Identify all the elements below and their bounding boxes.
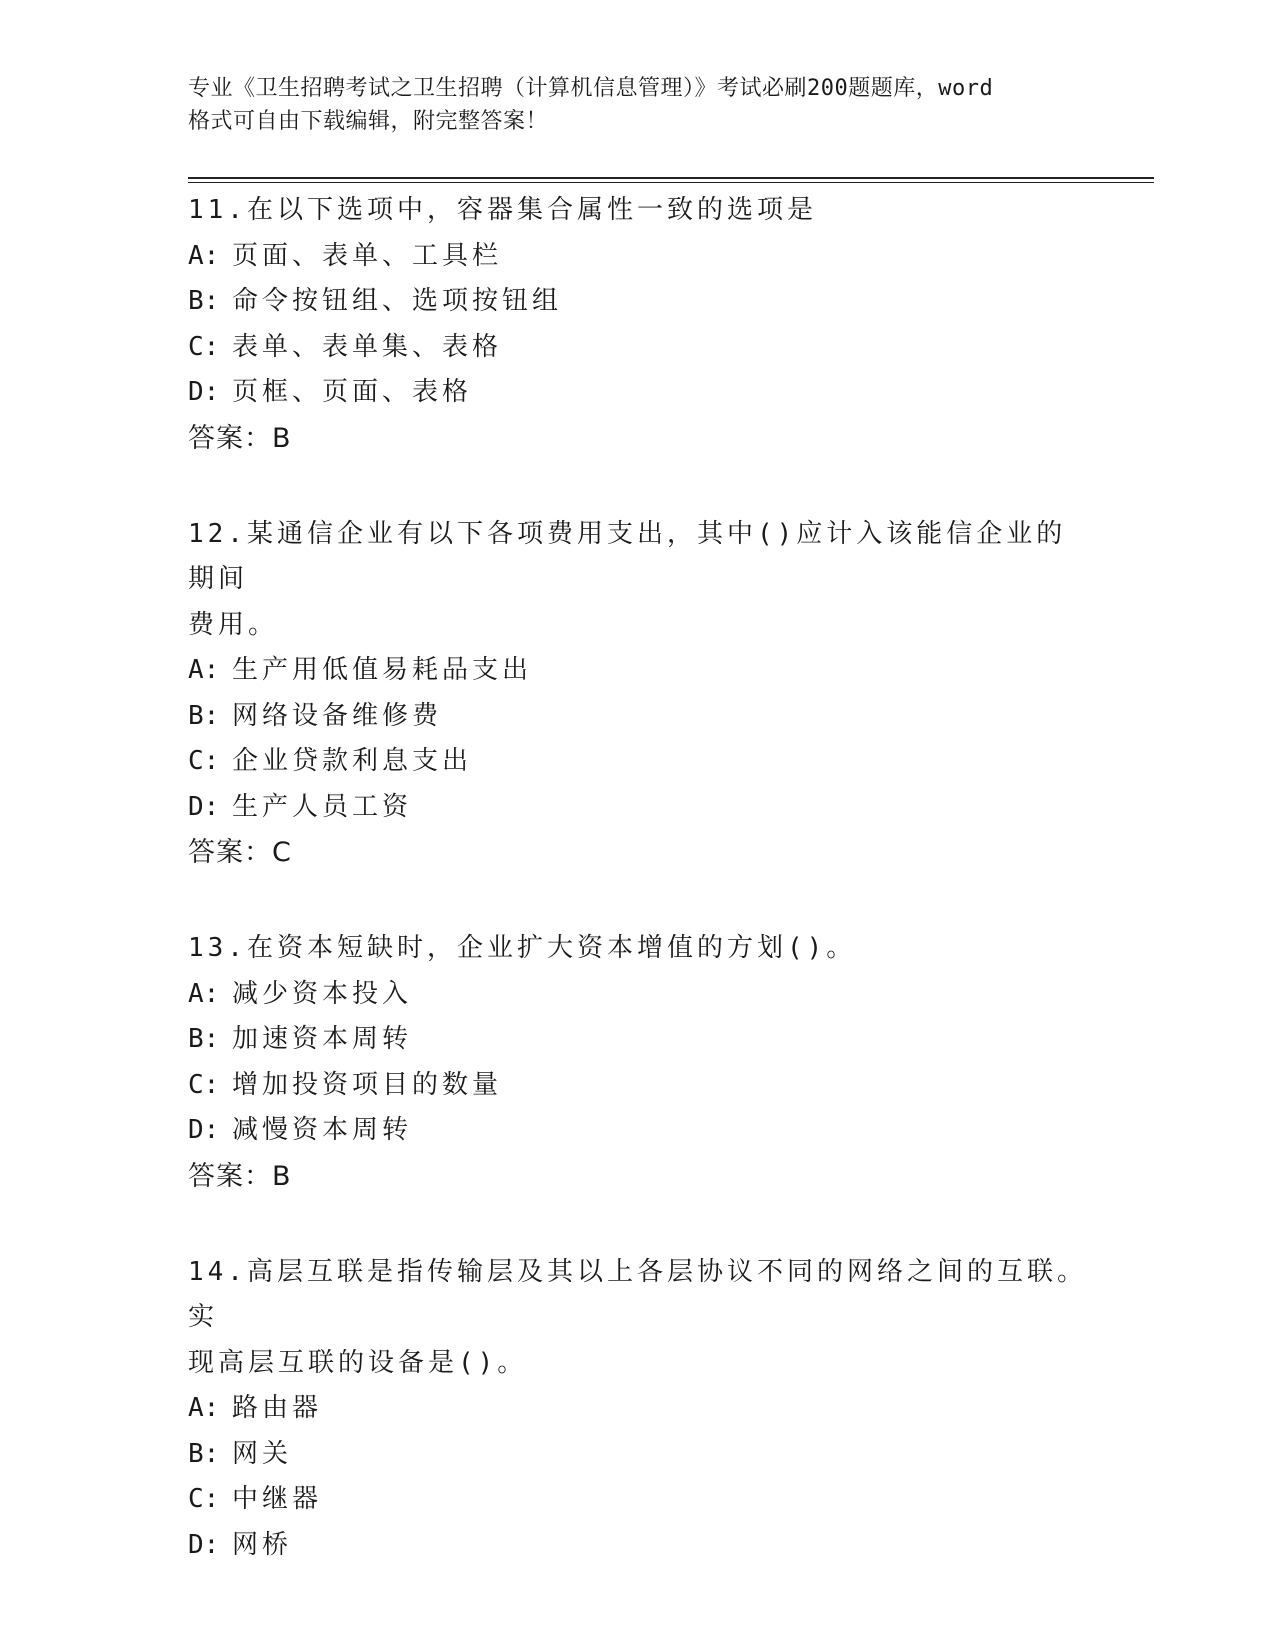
option-text: 网关 (232, 1438, 293, 1469)
option-b (188, 1017, 1088, 1063)
question-list (188, 188, 1088, 1618)
option-text: 生产人员工资 (232, 791, 413, 822)
header-line-1: 专业《卫生招聘考试之卫生招聘（计算机信息管理）》考试必刷200题题库，word (188, 76, 994, 101)
option-letter: A: (188, 978, 220, 1009)
option-text: 命令按钮组、选项按钮组 (232, 286, 563, 316)
question-12 (188, 512, 1088, 877)
option-text: 生产用低值易耗品支出 (232, 655, 533, 685)
option-text: 中继器 (232, 1484, 323, 1514)
question-13 (188, 926, 1088, 1200)
option-letter: D: (188, 791, 220, 822)
option-text: 减慢资本周转 (232, 1115, 413, 1145)
option-c (188, 739, 1088, 785)
option-text: 表单、表单集、表格 (232, 331, 503, 362)
option-text: 页面、表单、工具栏 (232, 240, 503, 271)
question-stem-continued: 费用。 (188, 609, 279, 640)
option-c (188, 1063, 1088, 1109)
option-a (188, 1386, 1088, 1432)
option-b (188, 694, 1088, 740)
option-letter: C: (188, 746, 220, 776)
option-text: 页框、页面、表格 (232, 377, 473, 407)
option-letter: D: (188, 377, 220, 407)
question-stem: 14.高层互联是指传输层及其以上各层协议不同的网络之间的互联。实 (188, 1256, 1087, 1332)
option-letter: B: (188, 1024, 220, 1054)
option-d (188, 785, 1088, 831)
option-letter: D: (188, 1115, 220, 1145)
option-letter: A: (188, 240, 220, 271)
option-letter: B: (188, 286, 220, 316)
option-d (188, 1108, 1088, 1154)
option-b (188, 279, 1088, 325)
option-letter: C: (188, 331, 220, 362)
question-stem: 12.某通信企业有以下各项费用支出，其中()应计入该能信企业的期间 (188, 518, 1067, 594)
option-text: 增加投资项目的数量 (232, 1069, 503, 1100)
document-header (188, 72, 1088, 138)
question-11 (188, 188, 1088, 462)
option-a (188, 648, 1088, 694)
question-stem-continued: 现高层互联的设备是()。 (188, 1347, 528, 1378)
header-divider-thin (188, 182, 1154, 183)
option-letter: B: (188, 1438, 220, 1469)
option-text: 加速资本周转 (232, 1024, 413, 1054)
option-a (188, 234, 1088, 280)
option-b (188, 1432, 1088, 1478)
header-divider-thick (188, 177, 1154, 179)
option-text: 网络设备维修费 (232, 700, 443, 731)
answer-line: 答案：B (188, 422, 292, 454)
option-text: 企业贷款利息支出 (232, 746, 473, 776)
option-letter: C: (188, 1069, 220, 1100)
option-d (188, 370, 1088, 416)
answer-line: 答案：B (188, 1160, 292, 1192)
option-letter: A: (188, 655, 220, 685)
option-text: 路由器 (232, 1393, 323, 1423)
option-a (188, 972, 1088, 1018)
option-letter: C: (188, 1484, 220, 1514)
question-stem: 13.在资本短缺时，企业扩大资本增值的方划()。 (188, 933, 857, 963)
header-line-2: 格式可自由下载编辑，附完整答案！ (188, 109, 549, 134)
option-c (188, 325, 1088, 371)
question-stem: 11.在以下选项中，容器集合属性一致的选项是 (188, 195, 817, 225)
option-letter: D: (188, 1529, 220, 1560)
option-text: 减少资本投入 (232, 978, 413, 1009)
question-14 (188, 1250, 1088, 1569)
option-c (188, 1477, 1088, 1523)
option-d (188, 1523, 1088, 1569)
option-letter: B: (188, 700, 220, 731)
option-letter: A: (188, 1393, 220, 1423)
answer-line: 答案：C (188, 837, 292, 868)
option-text: 网桥 (232, 1529, 293, 1560)
